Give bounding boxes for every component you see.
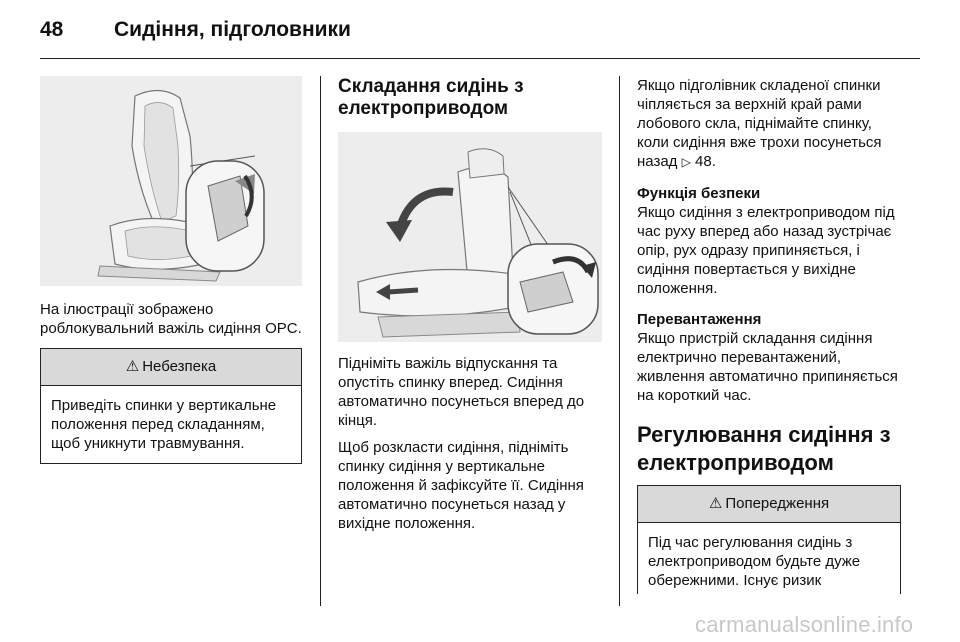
page-header [40, 18, 351, 42]
illustration-caption: На ілюстрації зображено роблокувальний важіль сидіння OPC. [40, 301, 302, 337]
arrow-reference-icon: ▷ [681, 155, 691, 169]
safety-title: Функція безпеки [637, 185, 761, 202]
danger-box [40, 348, 302, 464]
power-seat-illustration [338, 132, 602, 342]
overload-title: Перевантаження [637, 311, 762, 328]
headrest-text: Якщо підголівник складеної спинки чіпляється за верхній край рами лобового скла, піднімайте спинку, коли сидіння вже трохи посунеться назад [637, 77, 882, 170]
column-divider [619, 76, 620, 606]
warning-triangle-icon: ⚠ [125, 358, 140, 375]
folding-paragraph-1: Підніміть важіль відпускання та опустіть спинку вперед. Сидіння автоматично посунеться вперед до кінця. [338, 355, 585, 429]
headrest-paragraph [637, 76, 901, 172]
watermark: carmanualsonline.info [695, 612, 914, 637]
warning-triangle-icon: ⚠ [708, 495, 723, 512]
header-rule [40, 58, 920, 59]
overload-text: Якщо пристрій складання сидіння електрично перевантажений, живлення автоматично припиняється на короткий час. [637, 330, 898, 404]
warning-title-bar [638, 486, 900, 523]
warning-title: Попередження [725, 495, 830, 512]
safety-text: Якщо сидіння з електроприводом під час руху вперед або назад зустрічає опір, рух одразу припиняється, і сидіння повертається у вихідне положення. [637, 204, 895, 297]
folding-paragraph-2: Щоб розкласти сидіння, підніміть спинку сидіння у вертикальне положення й зафіксуйте її. Сидіння автоматично посунеться назад у вихідне положення. [338, 439, 584, 532]
headrest-page-ref: 48. [695, 153, 716, 170]
seat-lever-illustration [40, 76, 302, 286]
column-middle [338, 76, 602, 533]
column-right [637, 76, 901, 594]
danger-title: Небезпека [142, 358, 217, 375]
page-number: 48 [40, 18, 64, 41]
column-divider [320, 76, 321, 606]
warning-box [637, 485, 901, 594]
section-heading-adjusting: Регулювання сидіння з електроприводом [637, 422, 891, 475]
page-title: Сидіння, підголовники [114, 18, 351, 41]
warning-body: Під час регулювання сидінь з електроприводом будьте дуже обережними. Існує ризик [648, 534, 861, 589]
column-left [40, 76, 302, 464]
danger-body: Приведіть спинки у вертикальне положення перед складанням, щоб уникнути травмування. [51, 397, 277, 452]
danger-title-bar [41, 349, 301, 386]
section-heading-folding: Складання сидінь з електроприводом [338, 76, 524, 119]
